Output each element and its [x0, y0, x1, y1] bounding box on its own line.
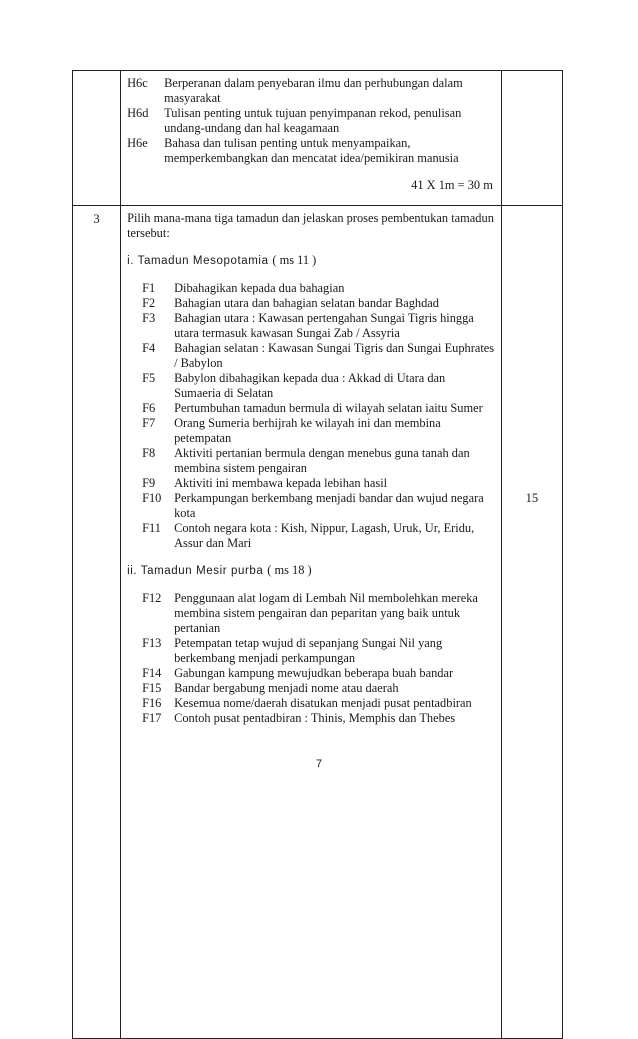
section-title: i. Tamadun Mesopotamia — [127, 255, 269, 267]
list-item — [127, 296, 495, 311]
answer-cell — [121, 206, 502, 1039]
question-number: 3 — [73, 206, 121, 1039]
list-item — [127, 681, 495, 696]
list-item — [127, 711, 495, 726]
list-item — [127, 666, 495, 681]
list-item — [127, 491, 495, 521]
f-point-list — [127, 591, 495, 726]
list-item — [127, 696, 495, 711]
item-text: Orang Sumeria berhijrah ke wilayah ini dan membina petempatan — [174, 416, 441, 445]
question-number-cell — [73, 71, 121, 206]
list-item — [127, 416, 495, 446]
item-text: Contoh negara kota : Kish, Nippur, Lagash, Uruk, Ur, Eridu, Assur dan Mari — [174, 521, 475, 550]
section-ref: ( ms 11 ) — [272, 253, 317, 267]
item-text: Kesemua nome/daerah disatukan menjadi pusat pentadbiran — [174, 696, 472, 710]
item-text: Bandar bergabung menjadi nome atau daerah — [174, 681, 399, 695]
item-code: F13 — [142, 636, 162, 650]
item-code: F8 — [142, 446, 156, 460]
mark-total: 41 X 1m = 30 m — [411, 178, 493, 192]
item-text: Bahagian selatan : Kawasan Sungai Tigris dan Sungai Euphrates / Babylon — [174, 341, 495, 370]
item-text: Bahasa dan tulisan penting untuk menyampaikan, memperkembangkan dan mencatat idea/pemikiran manusia — [164, 136, 459, 165]
list-item — [127, 106, 495, 136]
item-code: F7 — [142, 416, 156, 430]
section-heading-mesopotamia — [127, 253, 495, 269]
answer-scheme-table — [72, 70, 563, 1039]
question-text: Pilih mana-mana tiga tamadun dan jelaskan proses pembentukan tamadun tersebut: — [127, 211, 494, 240]
f-point-list — [127, 281, 495, 551]
item-code: H6c — [127, 76, 148, 90]
item-code: F6 — [142, 401, 156, 415]
marks-cell — [501, 71, 562, 206]
item-text: Perkampungan berkembang menjadi bandar dan wujud negara kota — [174, 491, 484, 520]
list-item — [127, 76, 495, 106]
item-code: F4 — [142, 341, 156, 355]
item-text: Penggunaan alat logam di Lembah Nil membolehkan mereka membina sistem pengairan dan peparitan yang baik untuk pertanian — [174, 591, 478, 635]
item-text: Bahagian utara : Kawasan pertengahan Sungai Tigris hingga utara termasuk kawasan Sungai Zab / Assyria — [174, 311, 474, 340]
item-text: Tulisan penting untuk tujuan penyimpanan rekod, penulisan undang-undang dan hal keagamaan — [164, 106, 462, 135]
item-text: Aktiviti ini membawa kepada lebihan hasil — [174, 476, 388, 490]
item-code: F2 — [142, 296, 156, 310]
item-code: F15 — [142, 681, 162, 695]
list-item — [127, 281, 495, 296]
item-text: Gabungan kampung mewujudkan beberapa buah bandar — [174, 666, 454, 680]
item-text: Berperanan dalam penyebaran ilmu dan perhubungan dalam masyarakat — [164, 76, 463, 105]
item-code: F12 — [142, 591, 162, 605]
section-title: ii. Tamadun Mesir purba — [127, 565, 264, 577]
table-row — [73, 206, 563, 1039]
list-item — [127, 476, 495, 491]
item-code: F14 — [142, 666, 162, 680]
item-code: F16 — [142, 696, 162, 710]
section-heading-mesir — [127, 563, 495, 579]
item-text: Dibahagikan kepada dua bahagian — [174, 281, 345, 295]
item-text: Babylon dibahagikan kepada dua : Akkad di Utara dan Sumaeria di Selatan — [174, 371, 446, 400]
list-item — [127, 371, 495, 401]
item-code: F9 — [142, 476, 156, 490]
item-code: F5 — [142, 371, 156, 385]
page-number: 7 — [315, 758, 323, 770]
item-code: F1 — [142, 281, 156, 295]
list-item — [127, 446, 495, 476]
list-item — [127, 341, 495, 371]
item-code: F11 — [142, 521, 161, 535]
answer-cell — [121, 71, 502, 206]
list-item — [127, 521, 495, 551]
marks-value: 15 — [501, 206, 562, 1039]
table-row — [73, 71, 563, 206]
list-item — [127, 591, 495, 636]
item-text: Pertumbuhan tamadun bermula di wilayah selatan iaitu Sumer — [174, 401, 483, 415]
item-text: Petempatan tetap wujud di sepanjang Sungai Nil yang berkembang menjadi perkampungan — [174, 636, 443, 665]
list-item — [127, 636, 495, 666]
item-text: Contoh pusat pentadbiran : Thinis, Memphis dan Thebes — [174, 711, 456, 725]
item-code: F17 — [142, 711, 162, 725]
item-text: Aktiviti pertanian bermula dengan menebus guna tanah dan membina sistem pengairan — [174, 446, 470, 475]
list-item — [127, 311, 495, 341]
item-code: H6d — [127, 106, 149, 120]
h-point-list — [127, 76, 495, 166]
item-text: Bahagian utara dan bahagian selatan bandar Baghdad — [174, 296, 440, 310]
item-code: F10 — [142, 491, 162, 505]
item-code: H6e — [127, 136, 148, 150]
item-code: F3 — [142, 311, 156, 325]
list-item — [127, 136, 495, 166]
section-ref: ( ms 18 ) — [267, 563, 312, 577]
list-item — [127, 401, 495, 416]
